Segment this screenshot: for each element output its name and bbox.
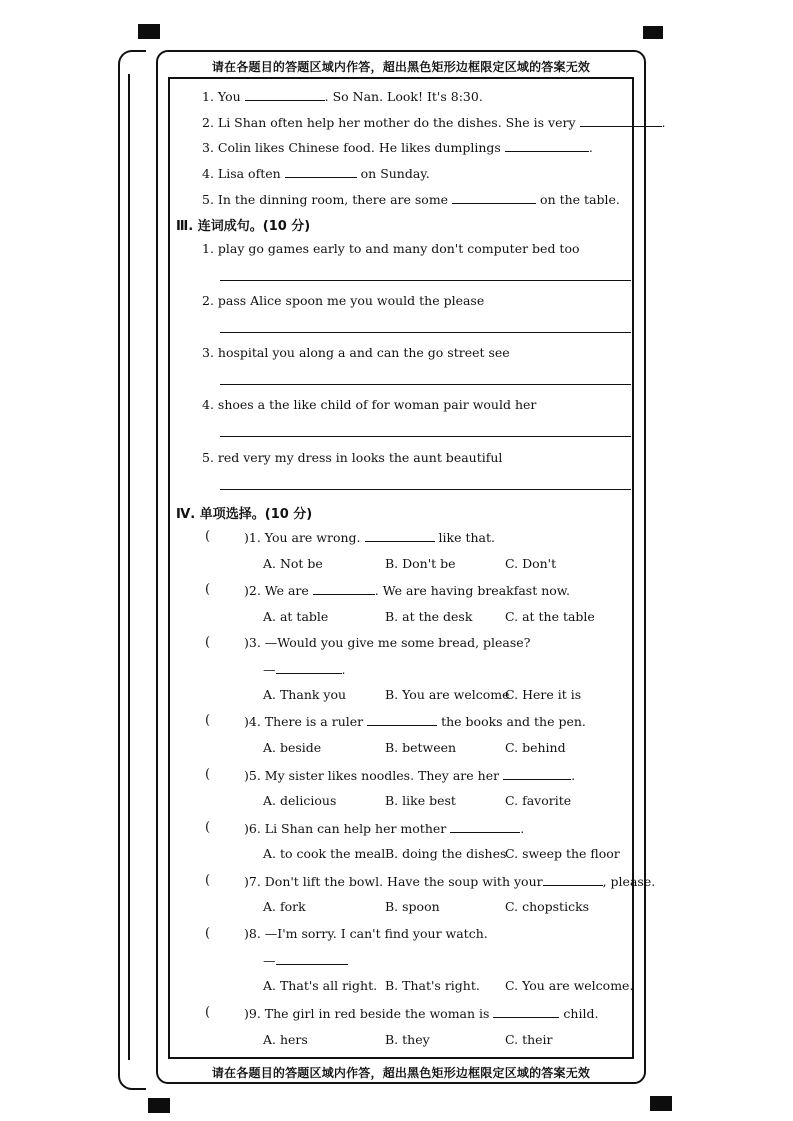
mc-question-9	[244, 1005, 598, 1022]
mc-question-4-blank	[367, 713, 437, 726]
reorder-item-1: 1. play go games early to and many don't computer bed too	[202, 241, 580, 256]
reorder-answer-line-1[interactable]	[220, 280, 631, 281]
mc-5-option-c[interactable]: C. favorite	[505, 793, 572, 808]
mc-9-option-b[interactable]: B. they	[385, 1032, 430, 1047]
reorder-answer-line-5[interactable]	[220, 489, 631, 490]
mc-1-option-b[interactable]: B. Don't be	[385, 556, 456, 571]
mc-question-9-stem: )9. The girl in red beside the woman is	[244, 1006, 490, 1021]
mc-1-option-a[interactable]: A. Not be	[263, 556, 323, 571]
fill-blank-4	[202, 165, 430, 182]
fill-blank-4-line[interactable]	[285, 165, 357, 178]
fill-blank-5-before: 5. In the dinning room, there are some	[202, 192, 449, 207]
mc-question-3-response	[263, 661, 345, 678]
mc-2-option-c[interactable]: C. at the table	[505, 609, 595, 624]
reorder-item-2: 2. pass Alice spoon me you would the please	[202, 293, 485, 308]
registration-mark-top-left	[138, 24, 160, 39]
mc-question-2-stem: )2. We are	[244, 583, 309, 598]
fill-blank-1-before: 1. You	[202, 89, 241, 104]
mc-8-option-a[interactable]: A. That's all right.	[263, 978, 378, 993]
answer-paren[interactable]: (	[205, 582, 211, 597]
reorder-answer-line-2[interactable]	[220, 332, 631, 333]
mc-question-1-blank	[365, 529, 435, 542]
fill-blank-5	[202, 191, 620, 208]
fill-blank-1-after: . So Nan. Look! It's 8:30.	[324, 89, 483, 104]
mc-4-option-c[interactable]: C. behind	[505, 740, 566, 755]
footer-banner: 请在各题目的答题区域内作答，超出黑色矩形边框限定区域的答案无效	[211, 1066, 591, 1080]
fill-blank-5-after: on the table.	[540, 192, 620, 207]
fill-blank-2	[202, 114, 665, 131]
answer-paren[interactable]: (	[205, 713, 211, 728]
reorder-answer-line-4[interactable]	[220, 436, 631, 437]
fill-blank-3	[202, 139, 593, 156]
mc-question-9-blank	[493, 1005, 559, 1018]
fill-blank-3-after: .	[588, 140, 593, 155]
mc-8-option-c[interactable]: C. You are welcome.	[505, 978, 634, 993]
mc-question-2-stem-end: . We are having breakfast now.	[374, 583, 570, 598]
reorder-answer-line-3[interactable]	[220, 384, 631, 385]
mc-question-6	[244, 820, 524, 837]
mc-question-7-blank	[543, 873, 603, 886]
mc-question-8: )8. —I'm sorry. I can't find your watch.	[244, 926, 488, 941]
mc-question-5	[244, 767, 575, 784]
fill-blank-5-line[interactable]	[452, 191, 536, 204]
mc-4-option-b[interactable]: B. between	[385, 740, 457, 755]
mc-7-option-a[interactable]: A. fork	[263, 899, 306, 914]
answer-paren[interactable]: (	[205, 529, 211, 544]
registration-mark-bottom-left	[148, 1098, 170, 1113]
section-4-title: Ⅳ. 单项选择。(10 分)	[176, 507, 313, 522]
fill-blank-3-line[interactable]	[505, 139, 589, 152]
mc-6-option-c[interactable]: C. sweep the floor	[505, 846, 620, 861]
mc-question-1	[244, 529, 495, 546]
mc-question-9-stem-end: child.	[563, 1006, 599, 1021]
mc-2-option-b[interactable]: B. at the desk	[385, 609, 473, 624]
mc-6-option-b[interactable]: B. doing the dishes	[385, 846, 507, 861]
fill-blank-3-before: 3. Colin likes Chinese food. He likes dumplings	[202, 140, 501, 155]
mc-question-7	[244, 873, 655, 890]
fill-blank-4-before: 4. Lisa often	[202, 166, 281, 181]
mc-1-option-c[interactable]: C. Don't	[505, 556, 557, 571]
mc-5-option-a[interactable]: A. delicious	[263, 793, 337, 808]
binding-line	[128, 74, 140, 1060]
mc-question-8-response	[263, 952, 348, 969]
fill-blank-2-after: .	[661, 115, 666, 130]
mc-3-option-c[interactable]: C. Here it is	[505, 687, 582, 702]
fill-blank-2-before: 2. Li Shan often help her mother do the dishes. She is very	[202, 115, 576, 130]
mc-4-option-a[interactable]: A. beside	[263, 740, 322, 755]
answer-paren[interactable]: (	[205, 873, 211, 888]
mc-question-3-stem-end: .	[341, 662, 346, 677]
mc-8-option-b[interactable]: B. That's right.	[385, 978, 480, 993]
mc-question-4-stem: )4. There is a ruler	[244, 714, 364, 729]
mc-7-option-b[interactable]: B. spoon	[385, 899, 440, 914]
mc-3-option-a[interactable]: A. Thank you	[263, 687, 347, 702]
mc-question-5-stem-end: .	[571, 768, 576, 783]
fill-blank-4-after: on Sunday.	[360, 166, 430, 181]
mc-question-4-stem-end: the books and the pen.	[441, 714, 586, 729]
mc-question-8-blank	[276, 952, 348, 965]
mc-question-3: )3. —Would you give me some bread, please?	[244, 635, 531, 650]
mc-5-option-b[interactable]: B. like best	[385, 793, 456, 808]
reorder-item-3: 3. hospital you along a and can the go street see	[202, 345, 510, 360]
mc-question-4	[244, 713, 586, 730]
mc-question-7-stem: )7. Don't lift the bowl. Have the soup with your	[244, 874, 543, 889]
mc-7-option-c[interactable]: C. chopsticks	[505, 899, 590, 914]
mc-question-1-stem: )1. You are wrong.	[244, 530, 361, 545]
reorder-item-4: 4. shoes a the like child of for woman pair would her	[202, 397, 537, 412]
mc-question-2	[244, 582, 570, 599]
answer-paren[interactable]: (	[205, 1005, 211, 1020]
mc-question-2-blank	[313, 582, 375, 595]
mc-question-5-stem: )5. My sister likes noodles. They are her	[244, 768, 500, 783]
mc-question-5-blank	[503, 767, 571, 780]
answer-paren[interactable]: (	[205, 926, 211, 941]
answer-paren[interactable]: (	[205, 767, 211, 782]
mc-2-option-a[interactable]: A. at table	[263, 609, 329, 624]
mc-3-option-b[interactable]: B. You are welcome	[385, 687, 510, 702]
fill-blank-2-line[interactable]	[580, 114, 662, 127]
mc-question-3-blank	[276, 661, 342, 674]
registration-mark-bottom-right	[650, 1096, 672, 1111]
mc-9-option-a[interactable]: A. hers	[263, 1032, 308, 1047]
section-3-title: Ⅲ. 连词成句。(10 分)	[176, 219, 311, 234]
reorder-item-5: 5. red very my dress in looks the aunt beautiful	[202, 450, 503, 465]
mc-9-option-c[interactable]: C. their	[505, 1032, 553, 1047]
mc-question-7-stem-end: , please.	[602, 874, 656, 889]
registration-mark-top-right	[643, 26, 663, 39]
mc-question-6-stem-end: .	[520, 821, 525, 836]
mc-question-1-stem-end: like that.	[438, 530, 495, 545]
fill-blank-1-line[interactable]	[245, 88, 325, 101]
mc-question-8-dash: —	[263, 953, 276, 968]
mc-question-6-stem: )6. Li Shan can help her mother	[244, 821, 447, 836]
mc-question-3-dash: —	[263, 662, 276, 677]
mc-question-6-blank	[450, 820, 520, 833]
answer-paren[interactable]: (	[205, 820, 211, 835]
mc-6-option-a[interactable]: A. to cook the meal	[263, 846, 386, 861]
header-banner: 请在各题目的答题区域内作答，超出黑色矩形边框限定区域的答案无效	[211, 60, 591, 74]
fill-blank-1	[202, 88, 483, 105]
answer-paren[interactable]: (	[205, 635, 211, 650]
